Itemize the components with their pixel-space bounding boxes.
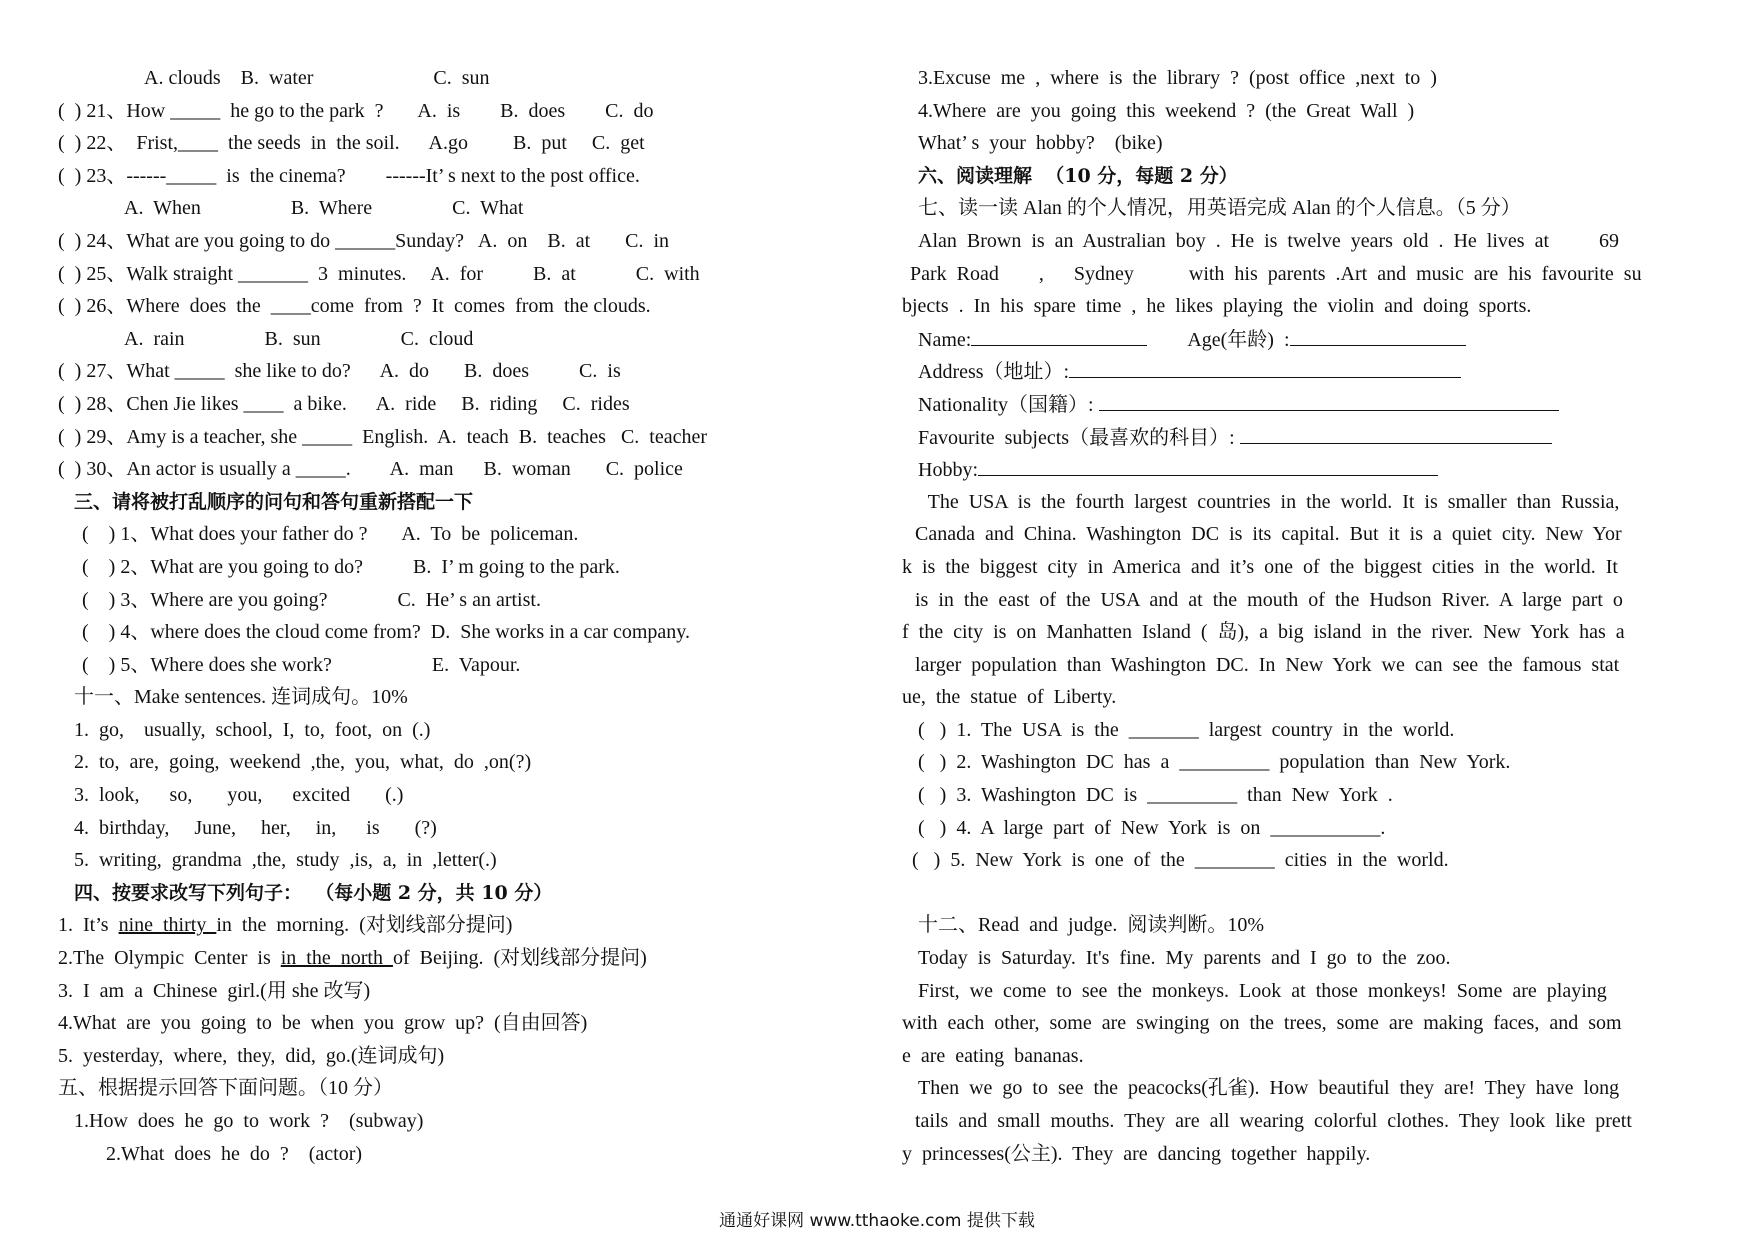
usa-paragraph-line: ue, the statue of Liberty. [902,686,1117,709]
subjects-label: Favourite subjects（最喜欢的科目）: [918,426,1235,449]
zoo-paragraph-line: with each other, some are swinging on the trees, some are making faces, and som [902,1012,1622,1035]
right-column [902,62,1710,1170]
usa-question: ( ) 3. Washington DC is _________ than New York . [918,784,1393,807]
address-answer-blank[interactable] [1069,355,1461,378]
section-3-title: 三、请将被打乱顺序的问句和答句重新搭配一下 [74,490,474,513]
form-subjects-row [902,421,1710,454]
rewrite-3: 3. I am a Chinese girl.(用 she 改写) [58,979,371,1002]
question-26: ( ) 26、Where does the ____come from ? It comes from the clouds. [58,295,651,318]
section-4-title: 四、按要求改写下列句子： （每小题 2 分，共 10 分） [74,881,553,904]
hobby-answer-blank[interactable] [978,453,1438,476]
rewrite-2 [58,942,858,975]
usa-paragraph-line: Canada and China. Washington DC is its capital. But it is a quiet city. New Yor [910,523,1622,546]
section-6-title: 六、阅读理解 （10 分，每题 2 分） [918,164,1238,187]
prompt-2: 2.What does he do ? (actor) [106,1142,363,1165]
match-item: ( ) 5、Where does she work? E. Vapour. [82,653,521,676]
section-12-title: 十二、Read and judge. 阅读判断。10% [918,914,1265,937]
age-label: Age(年龄) : [1187,328,1290,351]
rewrite-1-pre: 1. It’s [58,914,119,937]
rewrite-1-underlined: nine thirty [118,914,217,937]
sentence-item: 4. birthday, June, her, in, is (?) [74,816,437,839]
prompt-5: What’ s your hobby? (bike) [918,132,1163,155]
form-nationality-row [902,388,1710,421]
question-22: ( ) 22、 Frist,____ the seeds in the soil. A.go B. put C. get [58,132,645,155]
zoo-paragraph-line: tails and small mouths. They are all wearing colorful clothes. They look like prett [910,1110,1632,1132]
prompt-4: 4.Where are you going this weekend ? (the Great Wall ) [918,99,1415,122]
prompt-3: 3.Excuse me , where is the library ? (post office ,next to ) [918,67,1437,89]
match-item: ( ) 3、Where are you going? C. He’ s an artist. [82,588,541,611]
zoo-paragraph-line: e are eating bananas. [902,1044,1084,1067]
match-item: ( ) 4、where does the cloud come from? D. She works in a car company. [82,621,690,644]
age-answer-blank[interactable] [1290,323,1466,346]
nationality-label: Nationality（国籍）: [918,393,1094,416]
form-name-age-row [902,323,1710,356]
sentence-item: 1. go, usually, school, I, to, foot, on (.) [74,718,431,741]
name-answer-blank[interactable] [971,323,1147,346]
question-30: ( ) 30、An actor is usually a _____. A. man B. woman C. police [58,458,683,481]
section-11-title: 十一、Make sentences. 连词成句。10% [74,686,408,709]
rewrite-5: 5. yesterday, where, they, did, go.(连词成句) [58,1044,445,1067]
zoo-paragraph-line: Then we go to see the peacocks(孔雀). How beautiful they are! They have long [918,1077,1620,1100]
usa-question: ( ) 2. Washington DC has a _________ population than New York. [918,751,1511,774]
left-column [58,62,858,1170]
form-address-row [902,355,1710,388]
footer-credit: 通通好课网 www.tthaoke.com 提供下载 [719,1211,1035,1231]
usa-paragraph-line: larger population than Washington DC. In New York we can see the famous stat [910,653,1620,676]
sentence-item: 2. to, are, going, weekend ,the, you, what, do ,on(?) [74,751,532,774]
rewrite-2-pre: 2.The Olympic Center is [58,947,281,970]
q20-options: A. clouds B. water C. sun [144,67,490,89]
prompt-1: 1.How does he go to work ? (subway) [74,1110,424,1132]
rewrite-1 [58,909,858,942]
zoo-paragraph-line: First, we come to see the monkeys. Look at those monkeys! Some are playing [918,979,1607,1002]
sentence-item: 3. look, so, you, excited (.) [74,784,404,807]
usa-paragraph-line: k is the biggest city in America and it’s one of the biggest cities in the world. It [902,555,1618,578]
section-7-title: 七、读一读 Alan 的个人情况，用英语完成 Alan 的个人信息。（5 分） [918,197,1521,220]
section-5-title: 五、根据提示回答下面问题。（10 分） [58,1077,393,1100]
address-label: Address（地址）: [918,361,1070,384]
usa-paragraph-line: f the city is on Manhatten Island ( 岛), a big island in the river. New York has a [902,621,1625,644]
nationality-answer-blank[interactable] [1099,388,1559,411]
match-item: ( ) 2、What are you going to do? B. I’ m going to the park. [82,555,620,578]
usa-question: ( ) 4. A large part of New York is on ___________. [918,816,1386,839]
usa-paragraph-line: is in the east of the USA and at the mouth of the Hudson River. A large part o [910,588,1623,611]
sentence-item: 5. writing, grandma ,the, study ,is, a, in ,letter(.) [74,849,497,872]
alan-paragraph-line: Park Road , Sydney with his parents .Art and music are his favourite su [910,262,1642,285]
zoo-paragraph-line: Today is Saturday. It's fine. My parents and I go to the zoo. [918,947,1451,970]
spacer [902,877,1710,910]
name-label: Name: [918,328,972,351]
subjects-answer-blank[interactable] [1240,421,1552,444]
q23-options: A. When B. Where C. What [124,197,524,220]
form-hobby-row [902,453,1710,486]
rewrite-2-underlined: in the north [280,947,393,970]
question-21: ( ) 21、How _____ he go to the park ? A. is B. does C. do [58,99,654,122]
rewrite-4: 4.What are you going to be when you grow up? (自由回答) [58,1012,588,1035]
zoo-paragraph-line: y princesses(公主). They are dancing together happily. [902,1142,1371,1165]
usa-paragraph-line: The USA is the fourth largest countries in the world. It is smaller than Russia, [918,490,1620,513]
question-23: ( ) 23、------_____ is the cinema? ------It’ s next to the post office. [58,164,640,187]
question-28: ( ) 28、Chen Jie likes ____ a bike. A. ride B. riding C. rides [58,392,630,415]
q26-options: A. rain B. sun C. cloud [124,327,474,350]
hobby-label: Hobby: [918,459,978,482]
question-25: ( ) 25、Walk straight _______ 3 minutes. A. for B. at C. with [58,262,700,285]
rewrite-1-post: in the morning. (对划线部分提问) [216,914,513,937]
usa-question: ( ) 1. The USA is the _______ largest country in the world. [918,718,1455,741]
alan-paragraph-line: bjects . In his spare time , he likes playing the violin and doing sports. [902,295,1532,318]
question-29: ( ) 29、Amy is a teacher, she _____ English. A. teach B. teaches C. teacher [58,425,708,448]
question-24: ( ) 24、What are you going to do ______Sunday? A. on B. at C. in [58,229,670,252]
match-item: ( ) 1、What does your father do ? A. To be policeman. [82,523,579,546]
alan-paragraph-line: Alan Brown is an Australian boy . He is twelve years old . He lives at 69 [918,229,1619,252]
rewrite-2-post: of Beijing. (对划线部分提问) [392,947,647,970]
usa-question: ( ) 5. New York is one of the ________ cities in the world. [912,849,1449,872]
question-27: ( ) 27、What _____ she like to do? A. do B. does C. is [58,360,621,383]
